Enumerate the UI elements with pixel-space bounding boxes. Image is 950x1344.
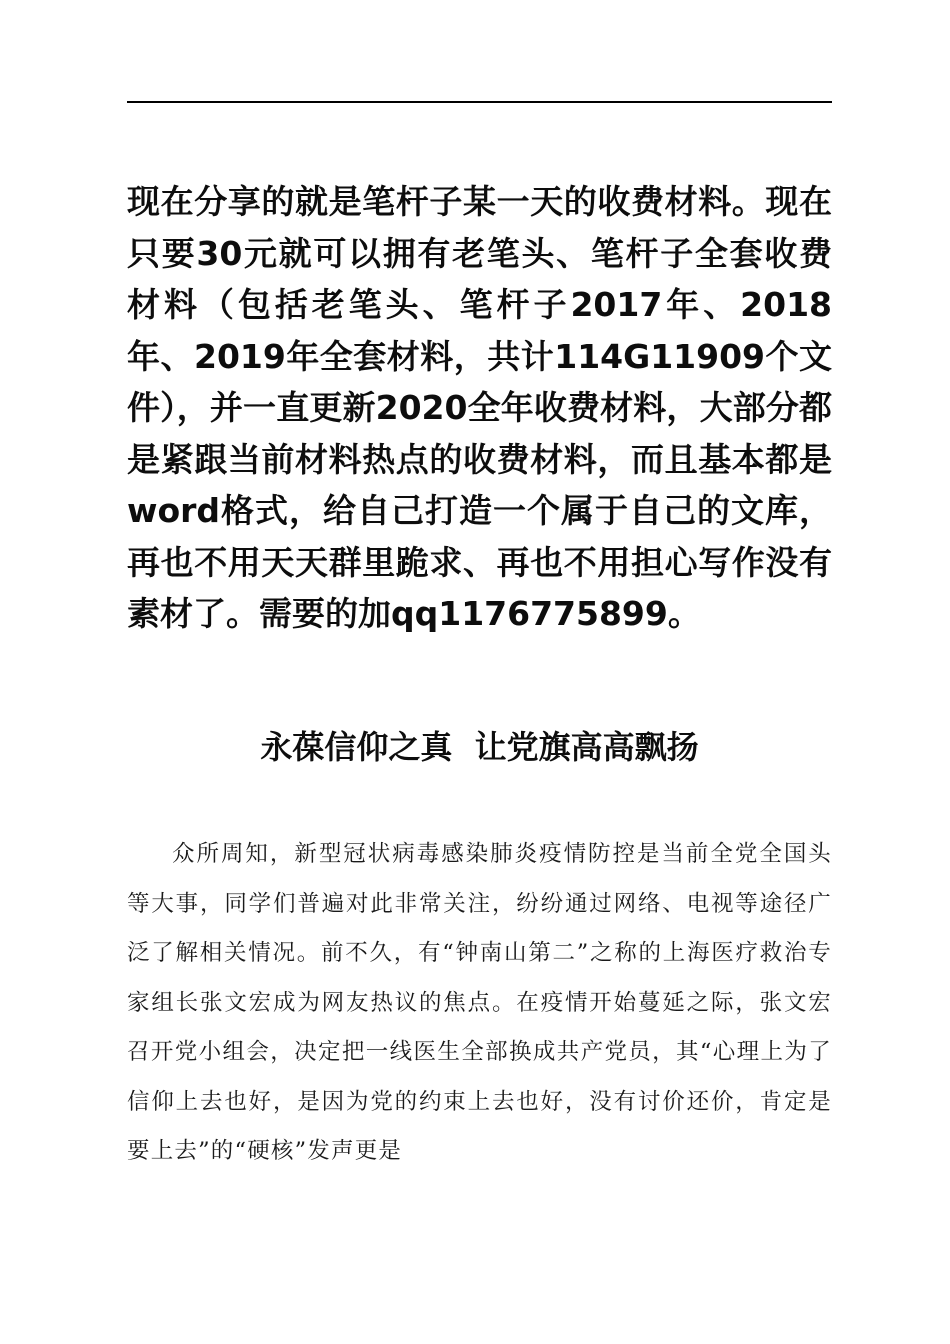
article-title: 永葆信仰之真 让党旗高高飘扬 <box>260 728 699 766</box>
header-rule <box>127 101 832 103</box>
body-paragraph: 众所周知，新型冠状病毒感染肺炎疫情防控是当前全党全国头等大事，同学们普遍对此非常关注，纷纷通过网络、电视等途径广泛了解相关情况。前不久，有“钟南山第二”之称的上海医疗救治专家组长张文宏成为网友热议的焦点。在疫情开始蔓延之际，张文宏召开党小组会，决定把一线医生全部换成共产党员，其“心理上为了信仰上去也好，是因为党的约束上去也好，没有讨价还价，肯定是要上去”的“硬核”发声更是 <box>127 841 832 1164</box>
promo-paragraph: 现在分享的就是笔杆子某一天的收费材料。现在只要30元就可以拥有老笔头、笔杆子全套收费材料（包括老笔头、笔杆子2017年、2018年、2019年全套材料，共计114G11909个文件），并一直更新2020全年收费材料，大部分都是紧跟当前材料热点的收费材料，而且基本都是word格式，给自己打造一个属于自己的文库，再也不用天天群里跪求、再也不用担心写作没有素材了。需要的加qq1176775899。 <box>127 182 832 633</box>
